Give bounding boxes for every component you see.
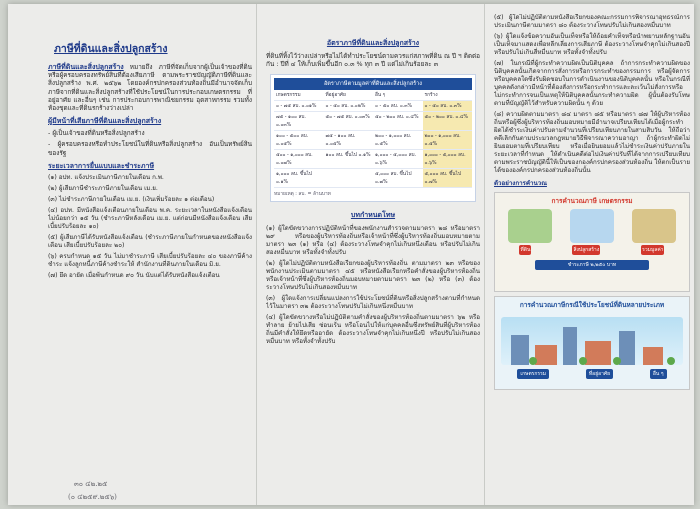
rate-table-header: อัตราภาษีตามมูลค่าที่ดินและสิ่งปลูกสร้าง xyxy=(274,78,472,90)
penalty-item: (๕) ผู้ใดไม่ปฏิบัติตามหนังสือเรียกของคณะกรรมการพิจารณาอุทธรณ์การประเมินภาษีตามมาตรา ๘๐ ต้องระวางโทษปรับไม่เกินสองหมื่นบาท xyxy=(494,14,690,29)
table-cell: ๐ - ๕๐ ลบ. ๐.๐๒% xyxy=(325,104,366,110)
agri-calc-infographic xyxy=(494,192,690,292)
table-cell: ๕๐ - ๒๐๐ ลบ. ๐.๔% xyxy=(375,115,419,121)
table-row xyxy=(274,169,472,188)
right-panel xyxy=(494,14,690,497)
table-cell: ที่อยู่อาศัย xyxy=(325,93,346,99)
step-item: (๑) อปท. แจ้งประเมินภาษีภายในเดือน ก.พ. xyxy=(48,173,164,181)
infographic-tag: ที่ดิน xyxy=(520,247,531,253)
duty-item: - ผู้ครอบครองหรือทำประโยชน์ในที่ดินหรือสิ่งปลูกสร้าง อันเป็นทรัพย์สินของรัฐ xyxy=(48,140,252,157)
penalty-item: (๑) ผู้ใดขัดขวางการปฏิบัติหน้าที่ของพนักงานสำรวจตามมาตรา ๒๘ หรือมาตรา ๒๙ หรือของผู้บริหารท้องถิ่นหรือเจ้าหน้าที่ซึ่งผู้บริหารท้องถิ่นมอบหมายตามมาตรา ๒๓ (๑) หรือ (๔) ต้องระวางโทษจำคุกไม่เกินหนึ่งเดือน หรือปรับไม่เกินสองหมื่นบาท หรือทั้งจำทั้งปรับ xyxy=(266,225,480,257)
step-item: (๗) ยึด อายัด เมื่อพ้นกำหนด ๙๐ วัน นับแต่ได้รับหนังสือแจ้งเตือน xyxy=(48,271,220,279)
fold-line-left xyxy=(256,4,257,505)
left-panel xyxy=(48,14,252,497)
step-item: (๕) ผู้เสียภาษีได้รับหนังสือแจ้งเตือน (ชำระภาษีภายในกำหนดของหนังสือแจ้งเตือน เสียเบี้ยปรับร้อยละ ๒๐) xyxy=(48,233,252,249)
brochure-sheet xyxy=(8,4,694,505)
table-cell: ๕๐ - ๒๐๐ ลบ. ๐.๔% xyxy=(423,112,473,130)
table-note: หมายเหตุ : ลบ. = ล้านบาท xyxy=(274,192,331,198)
table-row xyxy=(274,90,472,101)
table-row xyxy=(274,131,472,150)
intro-heading: ภาษีที่ดินและสิ่งปลูกสร้าง xyxy=(48,63,124,71)
table-cell: ๕๐๐ - ๑,๐๐๐ ลบ. ๐.๐๗% xyxy=(276,153,313,167)
table-cell: ๕,๐๐๐ ลบ. ขึ้นไป ๐.๗% xyxy=(423,169,473,187)
table-cell: เกษตรกรรม xyxy=(276,93,301,99)
rate-intro: ที่ดินที่ทิ้งไว้ว่างเปล่าหรือไม่ได้ทำประโยชน์ตามควรแก่สภาพที่ดิน ณ ปี ฯ ติดต่อกัน : ปีที่ ๔ ให้เก็บเพิ่มขึ้นอีก ๐.๓ % ทุก ๓ ปี แต่ไม่เกินร้อยละ ๓ xyxy=(266,52,480,69)
brochure-title: ภาษีที่ดินและสิ่งปลูกสร้าง xyxy=(54,43,168,55)
infographic-title: การคำนวณภาษี เกษตรกรรม xyxy=(551,197,633,205)
table-cell: ๑๐๐ ลบ. ขึ้นไป ๐.๑% xyxy=(325,153,371,159)
penalty-item: (๗) ในกรณีที่ผู้กระทำความผิดเป็นนิติบุคคล ถ้าการกระทำความผิดของนิติบุคคลนั้นเกิดจากการสั่งการหรือการกระทำของกรรมการ หรือผู้จัดการ หรือบุคคลใดซึ่งรับผิดชอบในการดำเนินงานของนิติบุคคลนั้น หรือในกรณีที่บุคคลดังกล่าวมีหน้าที่ต้องสั่งการหรือกระทำการและละเว้นไม่สั่งการหรือไม่กระทำการจนเป็นเหตุให้นิติบุคคลนั้นกระทำความผิด ผู้นั้นต้องรับโทษตามที่บัญญัติไว้สำหรับความผิดนั้น ๆ ด้วย xyxy=(494,60,690,107)
infographic-label: เกษตรกรรม xyxy=(517,369,549,379)
penalty-title: บทกำหนดโทษ xyxy=(350,211,396,220)
infographic-label: ที่อยู่อาศัย xyxy=(586,369,613,379)
infographic-tag: สิ่งปลูกสร้าง xyxy=(573,247,600,253)
penalty-item: (๔) ผู้ใดขัดขวางหรือไม่ปฏิบัติตามคำสั่งของผู้บริหารท้องถิ่นตามมาตรา ๖๒ หรือทำลาย ย้ายไปเสีย ซ่อนเร้น หรือโอนไปให้แก่บุคคลอื่นซึ่งทรัพย์สินที่ผู้บริหารท้องถิ่นมีคำสั่งให้ยึดหรืออายัด ต้องระวางโทษจำคุกไม่เกินหนึ่งปี หรือปรับไม่เกินสองหมื่นบาท หรือทั้งจำทั้งปรับ xyxy=(266,314,480,346)
infographic-result: ชำระภาษี ๒,๒๕๐ บาท xyxy=(535,260,649,270)
penalty-item: (๘) ความผิดตามมาตรา ๘๔ มาตรา ๘๕ หรือมาตรา ๘๗ ให้ผู้บริหารท้องถิ่นหรือผู้ซึ่งผู้บริหารท้องถิ่นมอบหมายมีอำนาจเปรียบเทียบได้เมื่อผู้กระทำผิดได้ชำระเงินค่าปรับตามจำนวนที่เปรียบเทียบภายในสามสิบวัน ให้ถือว่าคดีเลิกกันตามประมวลกฎหมายวิธีพิจารณาความอาญา ถ้าผู้กระทำผิดไม่ยินยอมตามที่เปรียบเทียบ หรือเมื่อยินยอมแล้วไม่ชำระเงินค่าปรับภายในระยะเวลาที่กำหนด ให้ดำเนินคดีต่อไปเงินค่าปรับที่ได้จากการเปรียบเทียบตามพระราชบัญญัตินี้ให้เป็นของกองค์กรปกครองส่วนท้องถิ่น ให้ตกเป็นรายได้ขององค์กรปกครองส่วนท้องถิ่นนั้น xyxy=(494,111,690,174)
step-item: (๓) ไม่ชำระภาษีภายในเดือน เม.ย. (เงินเพิ่มร้อยละ ๑ ต่อเดือน) xyxy=(48,195,215,203)
infographic-tag: รวมมูลค่า xyxy=(642,247,664,253)
farm-land-image xyxy=(508,209,552,243)
infographic-title: การคำนวณภาษีกรณีใช้ประโยชน์ที่ดินหลายประเภท xyxy=(519,301,665,309)
table-cell: ๒๐๐ - ๑,๐๐๐ ลบ. ๐.๕% xyxy=(375,134,412,148)
table-cell: ๗๕ - ๑๐๐ ลบ. ๐.๐๕% xyxy=(325,134,356,148)
middle-panel xyxy=(266,14,480,497)
table-cell xyxy=(324,169,374,187)
duty-heading: ผู้มีหน้าที่เสียภาษีที่ดินและสิ่งปลูกสร้าง xyxy=(48,117,162,126)
penalty-item: (๓) ผู้ใดแจ้งการเปลี่ยนแปลงการใช้ประโยชน์ที่ดินหรือสิ่งปลูกสร้างตามที่กำหนดไว้ในมาตรา ๓๒ ต้องระวางโทษปรับไม่เกินหนึ่งหมื่นบาท xyxy=(266,295,480,311)
infographic-label: อื่น ๆ xyxy=(650,369,667,379)
table-row xyxy=(274,150,472,169)
example-label: ตัวอย่างการคำนวณ xyxy=(494,180,547,187)
table-cell: ๕๐ - ๗๕ ลบ. ๐.๐๓% xyxy=(325,115,370,121)
value-image xyxy=(632,209,676,243)
table-cell: ๑,๐๐๐ - ๕,๐๐๐ ลบ. ๐.๖% xyxy=(423,150,473,168)
rate-title: อัตราภาษีที่ดินและสิ่งปลูกสร้าง xyxy=(326,39,420,47)
penalty-item: (๖) ผู้ใดแจ้งข้อความอันเป็นเท็จหรือให้ถ้อยคำเท็จหรือนำพยานหลักฐานอันเป็นเท็จมาแสดงเพื่อหลีกเลี่ยงการเสียภาษี ต้องระวางโทษจำคุกไม่เกินสองปี หรือปรับไม่เกินสี่หมื่นบาท หรือทั้งจำทั้งปรับ xyxy=(494,33,690,56)
fold-line-right xyxy=(484,4,485,505)
duty-item: - ผู้เป็นเจ้าของที่ดินหรือสิ่งปลูกสร้าง xyxy=(48,129,145,138)
step-item: (๖) ครบกำหนด ๑๕ วัน ไม่มาชำระภาษี เสียเบี้ยปรับร้อยละ ๔๐ ของภาษีค้างชำระ แจ้งลูกหนี้ภาษีค้างชำระให้ สำนักงานที่ดินภายในเดือน มิ.ย. xyxy=(48,252,252,268)
table-cell: ๕,๐๐๐ ลบ. ขึ้นไป ๐.๗% xyxy=(375,172,412,186)
table-cell: อื่น ๆ xyxy=(375,93,386,99)
mixed-use-infographic xyxy=(494,296,690,390)
step-item: (๔) อปท. มีหนังสือแจ้งเตือนภายในเดือน พ.ค. ระยะเวลาในหนังสือแจ้งเตือนไม่น้อยกว่า ๑๕ วัน (ชำระภาษีหลังเดือน เม.ย. แต่ก่อนมีหนังสือแจ้งเตือน เสียเบี้ยปรับร้อยละ ๑๐) xyxy=(48,206,252,230)
table-cell: ๑,๐๐๐ - ๕,๐๐๐ ลบ. ๐.๖% xyxy=(375,153,417,167)
table-cell: ๑,๐๐๐ ลบ. ขึ้นไป ๐.๑% xyxy=(276,172,312,186)
penalty-item: (๒) ผู้ใดไม่ปฏิบัติตามหนังสือเรียกของผู้บริหารท้องถิ่น ตามมาตรา ๒๓ หรือของพนักงานประเมินตามมาตรา ๔๕ หรือหนังสือเรียกหรือคำสั่งของผู้บริหารท้องถิ่นหรือเจ้าหน้าที่ซึ่งผู้บริหารท้องถิ่นมอบหมายตามมาตรา ๒๓ (๒) หรือ (๓) ต้องระวางโทษปรับไม่เกินสองหมื่นบาท xyxy=(266,260,480,292)
table-row xyxy=(274,112,472,131)
handwritten-note: ๓๐ ๔๒.๒๕ xyxy=(74,480,108,488)
table-cell: ๐ - ๗๕ ลบ. ๐.๐๑% xyxy=(276,104,317,110)
table-cell: ๐ - ๕๐ ลบ. ๐.๓% xyxy=(375,104,413,110)
city-illustration xyxy=(501,317,683,365)
rate-table xyxy=(270,74,476,202)
table-cell: รกร้าง xyxy=(424,93,438,99)
step-item: (๒) ผู้เสียภาษีชำระภาษีภายในเดือน เม.ย. xyxy=(48,184,158,192)
table-row xyxy=(274,101,472,112)
handwritten-note: (๐ ๔๒๕๙.๒๕๖) xyxy=(68,493,117,501)
table-cell: ๐ - ๕๐ ลบ. ๐.๓% xyxy=(423,101,473,111)
intro-text: หมายถึง ภาษีที่จัดเก็บจากผู้เป็นเจ้าของที่ดิน หรือผู้ครอบครองทรัพย์สินที่ต้องเสียภาษี ตามพระราชบัญญัติภาษีที่ดินและสิ่งปลูกสร้าง พ.ศ. ๒๕๖๒ โดยองค์กรปกครองส่วนท้องถิ่นมีอำนาจจัดเก็บภาษีจากที่ดินและสิ่งปลูกสร้างที่ใช้ประโยชน์ในการประกอบเกษตรกรรม ที่อยู่อาศัย และอื่นๆ เช่น การประกอบการพาณิชยกรรม อุตสาหกรรม รวมทั้งห้องชุดและที่ดินรกร้างว่างเปล่า xyxy=(48,63,252,113)
building-image xyxy=(570,209,614,243)
table-cell: ๗๕ - ๑๐๐ ลบ. ๐.๐๓% xyxy=(276,115,306,129)
table-cell: ๑๐๐ - ๕๐๐ ลบ. ๐.๐๕% xyxy=(276,134,309,148)
table-cell: ๒๐๐ - ๑,๐๐๐ ลบ. ๐.๕% xyxy=(423,131,473,149)
steps-heading: ระยะเวลาการยื่นแบบและชำระภาษี xyxy=(48,161,155,170)
